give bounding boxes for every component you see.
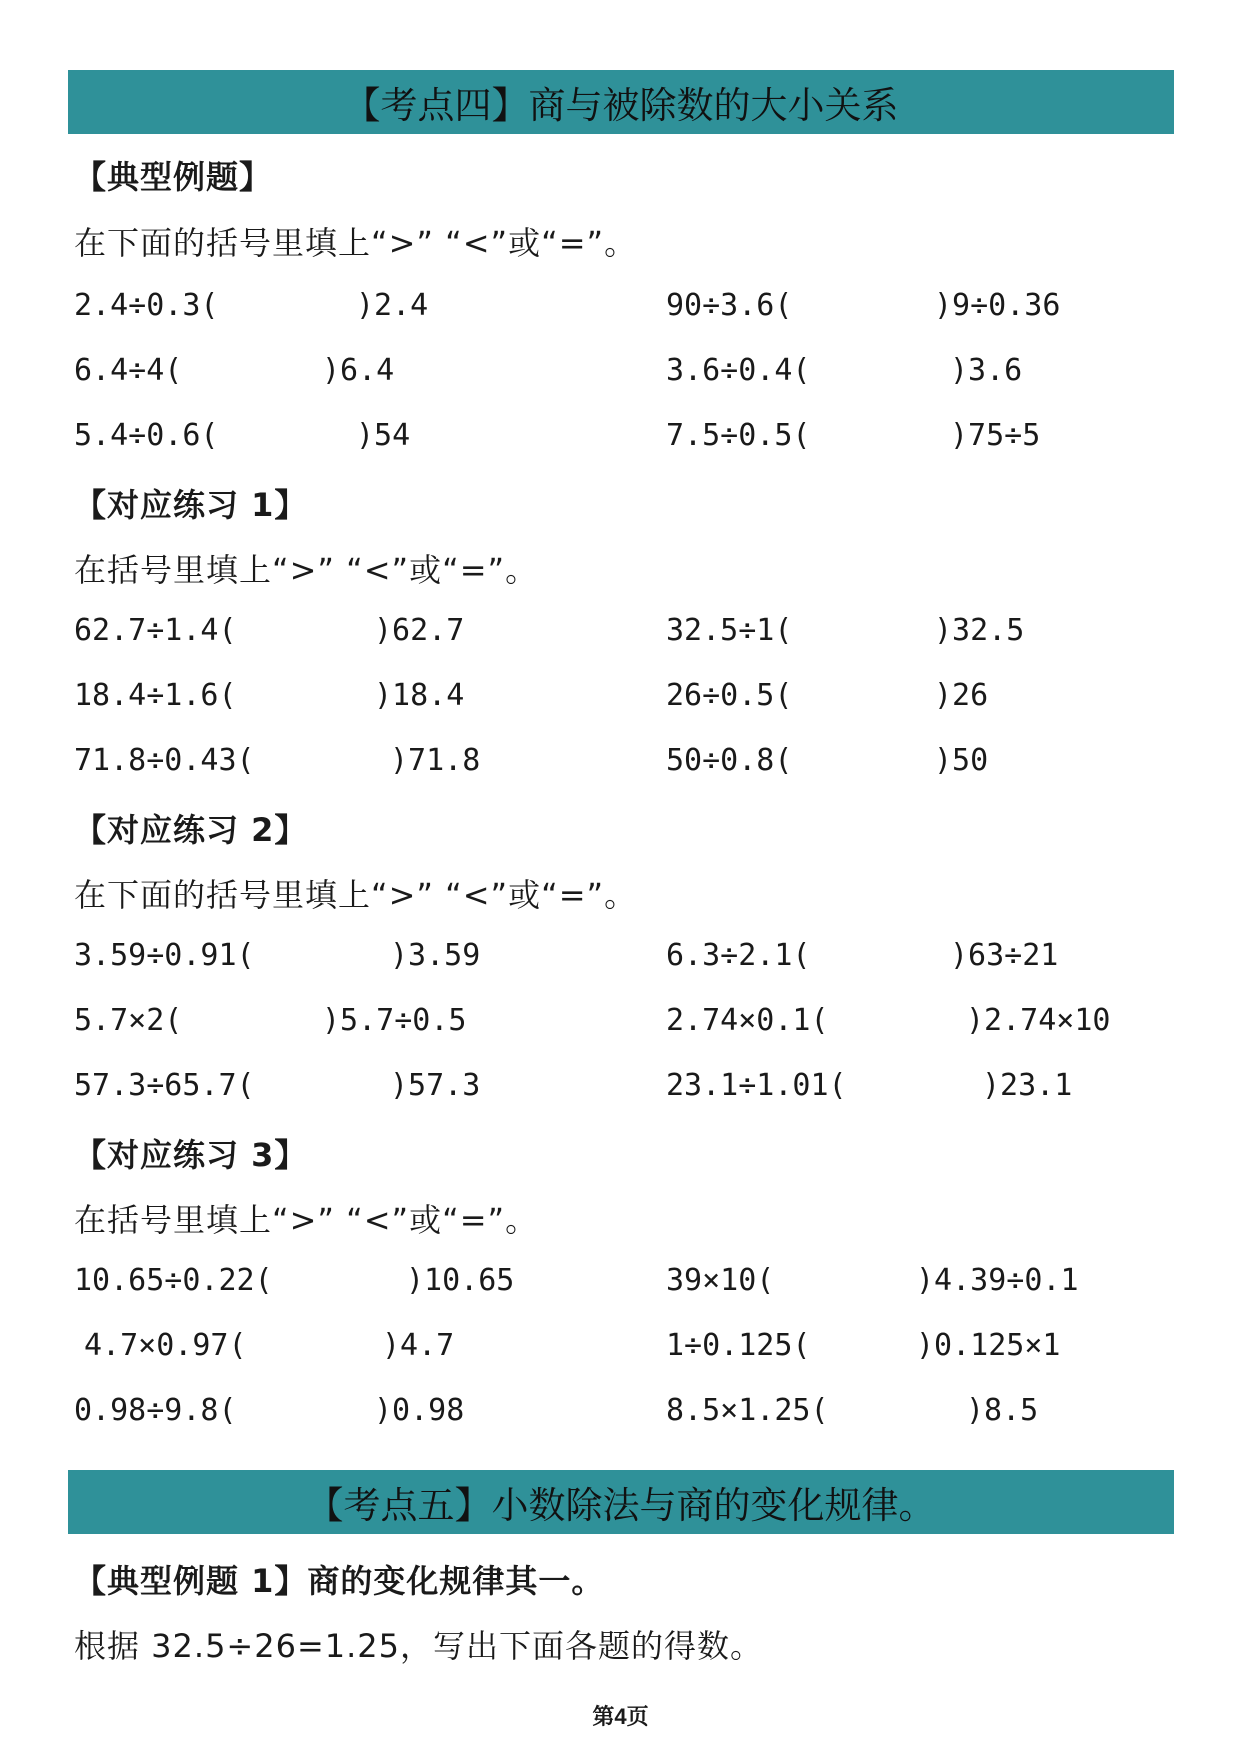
expr-right: )71.8: [390, 743, 481, 778]
expr-right: )10.65: [406, 1263, 515, 1298]
expr-right: )26: [934, 678, 989, 713]
expr-left: 0.98÷9.8(: [74, 1393, 237, 1428]
expr-left: 18.4÷1.6(: [74, 678, 237, 713]
expr-right: )54: [356, 418, 411, 453]
practice1-instruction: 在括号里填上“>” “<”或“=”。: [74, 551, 539, 589]
expr-right: )9÷0.36: [934, 288, 1061, 323]
section5-example-heading: 【典型例题 1】商的变化规律其一。: [74, 1562, 605, 1600]
expr-right: )4.39÷0.1: [916, 1263, 1079, 1298]
expr-left: 62.7÷1.4(: [74, 613, 237, 648]
expr-right: )57.3: [390, 1068, 481, 1103]
practice2-instruction: 在下面的括号里填上“>” “<”或“=”。: [74, 876, 638, 914]
expr-right: )5.7÷0.5: [322, 1003, 467, 1038]
example-heading: 【典型例题】: [74, 158, 273, 196]
expr-right: )75÷5: [950, 418, 1041, 453]
expr-left: 4.7×0.97(: [84, 1328, 247, 1363]
expr-right: )3.59: [390, 938, 481, 973]
practice3-heading: 【对应练习 3】: [74, 1136, 308, 1174]
example-instruction: 在下面的括号里填上“>” “<”或“=”。: [74, 224, 638, 262]
expr-right: )50: [934, 743, 989, 778]
expr-right: )32.5: [934, 613, 1025, 648]
expr-right: )62.7: [374, 613, 465, 648]
expr-right: )63÷21: [950, 938, 1059, 973]
expr-left: 26÷0.5(: [666, 678, 793, 713]
expr-right: )3.6: [950, 353, 1023, 388]
expr-left: 7.5÷0.5(: [666, 418, 811, 453]
section5-example-instruction: 根据 32.5÷26=1.25，写出下面各题的得数。: [74, 1627, 764, 1665]
section4-banner-title: 【考点四】商与被除数的大小关系: [343, 84, 899, 127]
expr-left: 57.3÷65.7(: [74, 1068, 255, 1103]
expr-right: )23.1: [982, 1068, 1073, 1103]
expr-left: 8.5×1.25(: [666, 1393, 829, 1428]
practice3-instruction: 在括号里填上“>” “<”或“=”。: [74, 1201, 539, 1239]
expr-left: 5.4÷0.6(: [74, 418, 219, 453]
expr-left: 90÷3.6(: [666, 288, 793, 323]
expr-left: 50÷0.8(: [666, 743, 793, 778]
expr-left: 3.6÷0.4(: [666, 353, 811, 388]
expr-left: 23.1÷1.01(: [666, 1068, 847, 1103]
expr-right: )4.7: [382, 1328, 455, 1363]
expr-right: )18.4: [374, 678, 465, 713]
practice2-heading: 【对应练习 2】: [74, 811, 308, 849]
expr-left: 2.74×0.1(: [666, 1003, 829, 1038]
expr-left: 2.4÷0.3(: [74, 288, 219, 323]
expr-left: 32.5÷1(: [666, 613, 793, 648]
expr-right: )2.74×10: [966, 1003, 1111, 1038]
expr-right: )2.4: [356, 288, 429, 323]
expr-left: 39×10(: [666, 1263, 775, 1298]
section5-banner-title: 【考点五】小数除法与商的变化规律。: [306, 1484, 936, 1527]
expr-left: 6.4÷4(: [74, 353, 183, 388]
expr-left: 5.7×2(: [74, 1003, 183, 1038]
expr-right: )6.4: [322, 353, 395, 388]
section4-banner: [68, 70, 1174, 134]
practice1-heading: 【对应练习 1】: [74, 486, 308, 524]
expr-right: )0.125×1: [916, 1328, 1061, 1363]
expr-right: )8.5: [966, 1393, 1039, 1428]
expr-left: 3.59÷0.91(: [74, 938, 255, 973]
page-number: 第4页: [592, 1704, 649, 1729]
expr-right: )0.98: [374, 1393, 465, 1428]
expr-left: 10.65÷0.22(: [74, 1263, 273, 1298]
expr-left: 1÷0.125(: [666, 1328, 811, 1363]
expr-left: 71.8÷0.43(: [74, 743, 255, 778]
expr-left: 6.3÷2.1(: [666, 938, 811, 973]
section5-banner: [68, 1470, 1174, 1534]
